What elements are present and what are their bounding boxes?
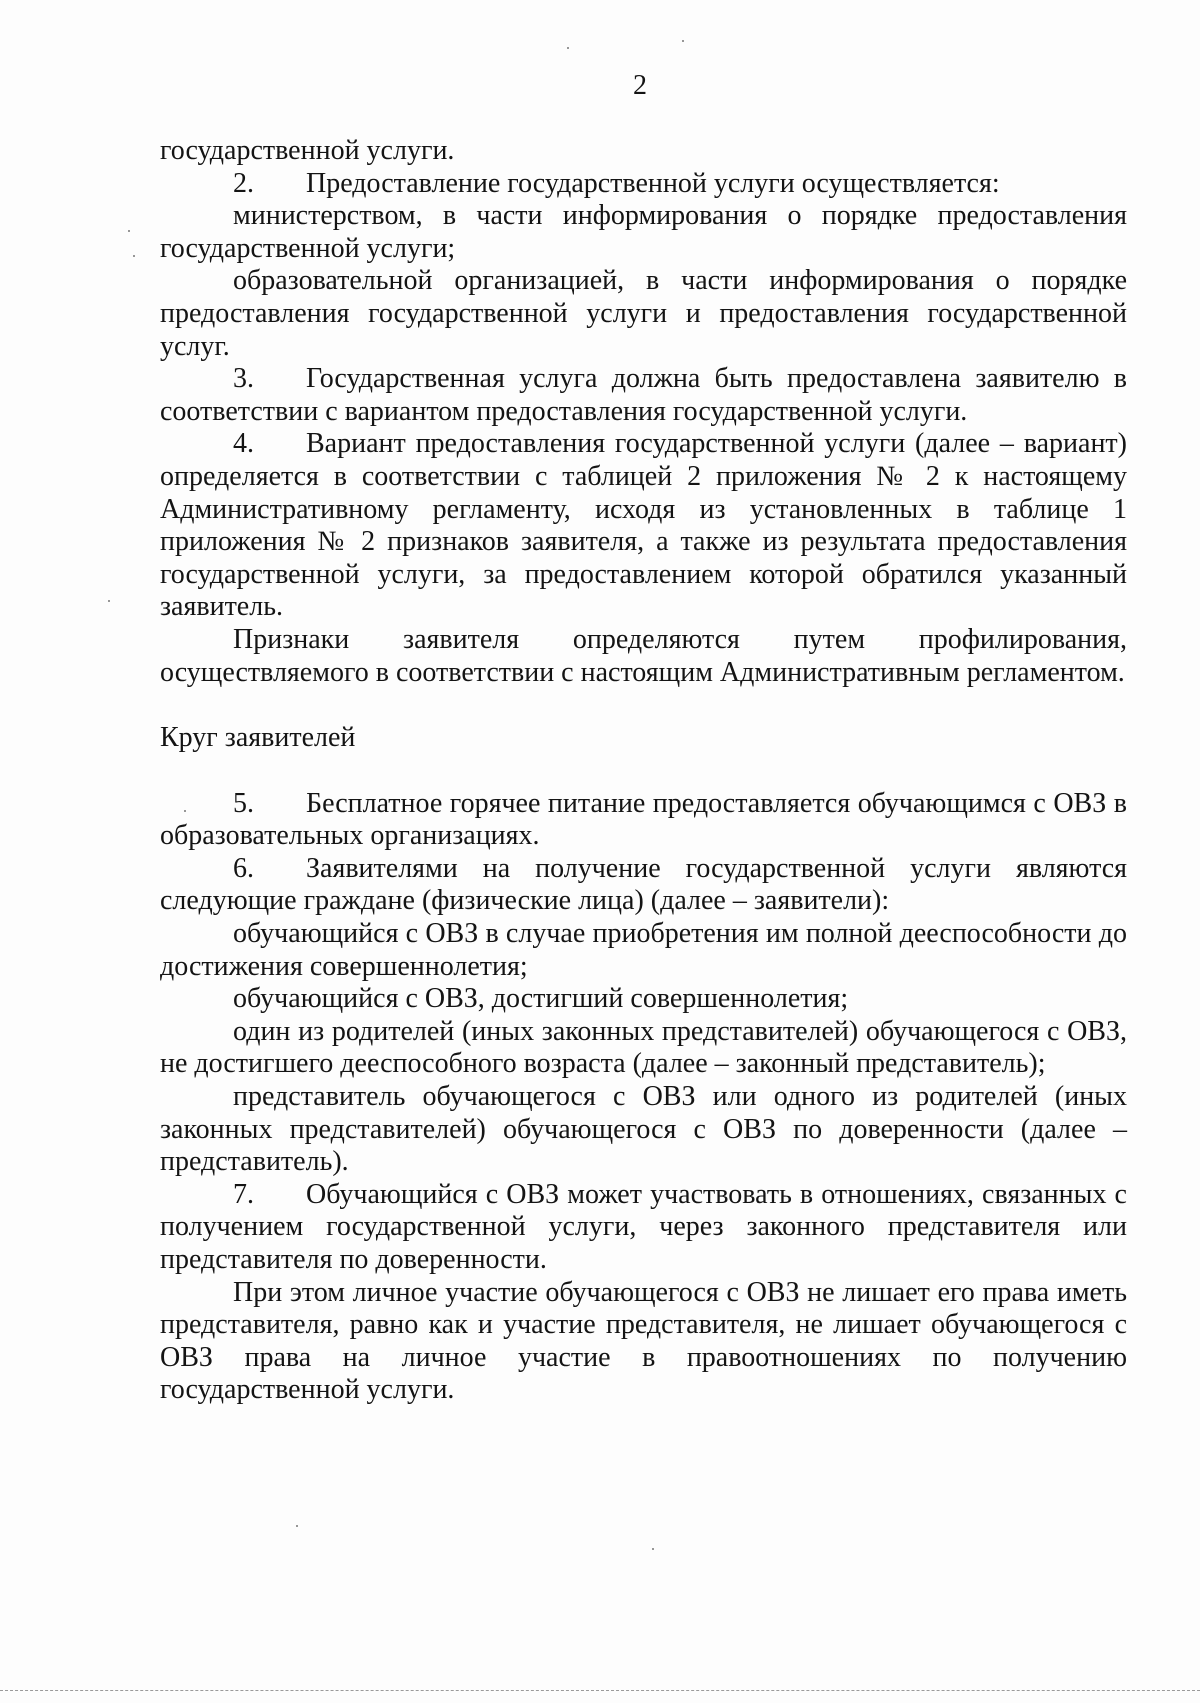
paragraph-text: один из родителей (иных законных представителей) обучающегося с ОВЗ, не достигшего дееспособного возраста (далее – законный представитель); bbox=[160, 1015, 1127, 1080]
paragraph-2 bbox=[160, 168, 1127, 201]
paragraph-text: государственной услуги. bbox=[160, 135, 455, 166]
scan-speck bbox=[133, 255, 135, 257]
scan-speck bbox=[652, 1548, 654, 1550]
paragraph-text: Заявителями на получение государственной услуги являются следующие граждане (физические лица) (далее – заявители): bbox=[160, 852, 1127, 917]
paragraph-7 bbox=[160, 1179, 1127, 1277]
paragraph-number: 4. bbox=[233, 428, 254, 460]
paragraph-text: При этом личное участие обучающегося с ОВЗ не лишает его права иметь представителя, равно как и участие представителя, не лишает обучающегося с ОВЗ права на личное участие в правоотношениях по получению государственной услуги. bbox=[160, 1276, 1127, 1406]
paragraph-organization bbox=[160, 265, 1127, 363]
document-body bbox=[160, 135, 1127, 1407]
list-item-parent bbox=[160, 1016, 1127, 1081]
paragraph-text: Признаки заявителя определяются путем профилирования, осуществляемого в соответствии с настоящим Административным регламентом. bbox=[160, 623, 1127, 688]
paragraph-number: 6. bbox=[233, 852, 254, 884]
scan-speck bbox=[567, 47, 569, 49]
paragraph-text: Бесплатное горячее питание предоставляется обучающимся с ОВЗ в образовательных организациях. bbox=[160, 787, 1127, 852]
paragraph-number: 5. bbox=[233, 787, 254, 819]
paragraph-number: 2. bbox=[233, 167, 254, 199]
scan-speck bbox=[184, 810, 186, 812]
paragraph-6 bbox=[160, 853, 1127, 918]
paragraph-applicant-features bbox=[160, 624, 1127, 689]
paragraph-text: обучающийся с ОВЗ в случае приобретения им полной дееспособности до достижения совершеннолетия; bbox=[160, 918, 1127, 982]
paragraph-text: образовательной организацией, в части информирования о порядке предоставления государственной услуги и предоставления государственной услуг. bbox=[160, 265, 1127, 362]
paragraph-continuation bbox=[160, 135, 1127, 168]
paragraph-text: Обучающийся с ОВЗ может участвовать в отношениях, связанных с получением государственной услуги, через законного представителя или представителя по доверенности. bbox=[160, 1178, 1127, 1275]
paragraph-3 bbox=[160, 363, 1127, 428]
list-item-full-capacity bbox=[160, 918, 1127, 983]
paragraph-text: Государственная услуга должна быть предоставлена заявителю в соответствии с вариантом предоставления государственной услуги. bbox=[160, 363, 1127, 427]
paragraph-5 bbox=[160, 788, 1127, 853]
paragraph-text: представитель обучающегося с ОВЗ или одного из родителей (иных законных представителей) обучающегося с ОВЗ по доверенности (далее – представитель). bbox=[160, 1081, 1127, 1178]
paragraph-4 bbox=[160, 428, 1127, 624]
paragraph-text: министерством, в части информирования о порядке предоставления государственной услуги; bbox=[160, 200, 1127, 264]
paragraph-text: Предоставление государственной услуги осуществляется: bbox=[306, 167, 1000, 199]
scan-speck bbox=[682, 40, 684, 42]
scan-edge-line bbox=[0, 1690, 1200, 1691]
paragraph-personal-participation bbox=[160, 1277, 1127, 1407]
paragraph-text: обучающийся с ОВЗ, достигший совершеннолетия; bbox=[233, 983, 849, 1015]
page-number: 2 bbox=[633, 70, 647, 101]
paragraph-ministry bbox=[160, 200, 1127, 265]
scan-speck bbox=[108, 600, 110, 602]
section-heading: Круг заявителей bbox=[160, 722, 356, 754]
list-item-representative bbox=[160, 1081, 1127, 1179]
paragraph-text: Вариант предоставления государственной услуги (далее – вариант) определяется в соответствии с таблицей 2 приложения № 2 к настоящему Административному регламенту, исходя из установленных в таблице 1 приложения № 2 признаков заявителя, а также из результата предоставления государственной услуги, за предоставлением которой обратился указанный заявитель. bbox=[160, 428, 1127, 623]
list-item-adult bbox=[160, 983, 1127, 1016]
scan-speck bbox=[296, 1525, 298, 1527]
paragraph-number: 7. bbox=[233, 1178, 254, 1210]
paragraph-number: 3. bbox=[233, 363, 254, 395]
scan-speck bbox=[128, 230, 130, 232]
